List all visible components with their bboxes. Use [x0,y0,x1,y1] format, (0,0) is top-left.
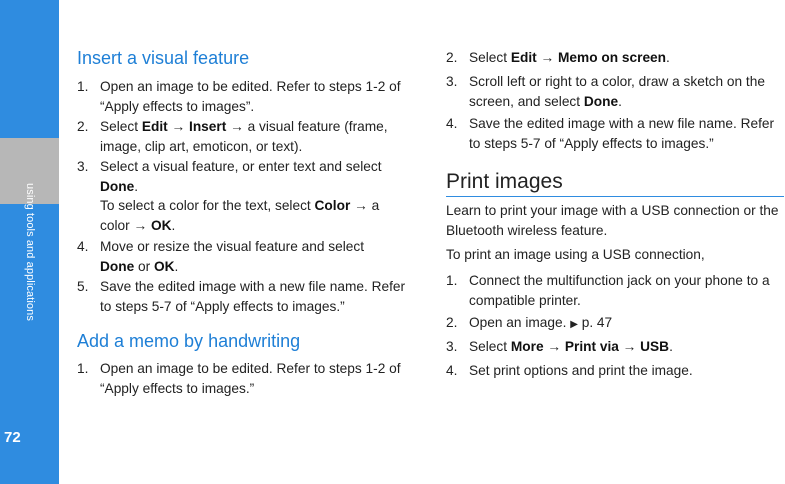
list-item: 3. Scroll left or right to a color, draw a sketch on the screen, and select Done. [446,74,765,109]
heading-add-memo: Add a memo by handwriting [77,331,301,351]
list-item: 4. Save the edited image with a new file name. Refer to steps 5-7 of “Apply effects to images.” [446,116,775,151]
list-item: 1. Open an image to be edited. Refer to steps 1-2 of “Apply effects to images.” [77,361,401,396]
lead-paragraph: To print an image using a USB connection, [446,247,705,262]
list-item: 5. Save the edited image with a new file name. Refer to steps 5-7 of “Apply effects to images.” [77,279,406,314]
list-item: 2. Select Edit → Memo on screen. [446,50,670,65]
page-ref-arrow-icon: ▶ [570,319,578,330]
heading-print-images: Print images [446,170,563,193]
list-item: 1. Open an image to be edited. Refer to steps 1-2 of “Apply effects to images”. [77,79,401,114]
page-number: 72 [4,429,21,446]
list-item: 4. Move or resize the visual feature and select Done or OK. [77,239,364,274]
heading-rule [446,196,784,197]
list-item: 3. Select a visual feature, or enter text and select Done. [77,159,382,194]
section-label: using tools and applications [24,183,36,321]
list-item: 2. Select Edit → Insert → a visual feature (frame, image, clip art, emoticon, or text). [77,119,388,154]
intro-paragraph: Learn to print your image with a USB connection or the Bluetooth wireless feature. [446,203,779,238]
list-subnote: To select a color for the text, select Color → a color → OK. [100,198,380,233]
list-item: 3. Select More → Print via → USB. [446,339,673,354]
list-item: 1. Connect the multifunction jack on your phone to a compatible printer. [446,273,770,308]
list-item: 4. Set print options and print the image. [446,363,693,378]
list-item: 2. Open an image. ▶ p. 47 [446,315,613,330]
heading-insert-visual-feature: Insert a visual feature [77,48,250,68]
